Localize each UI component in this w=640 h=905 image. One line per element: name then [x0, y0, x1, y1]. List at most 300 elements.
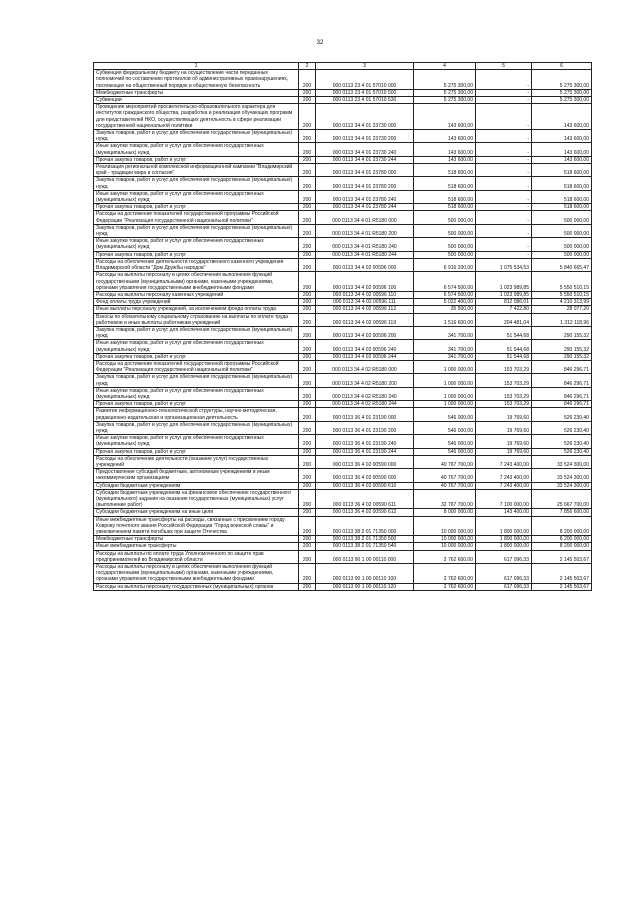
executed-amount-cell: 51 544,68	[476, 340, 532, 353]
table-row	[94, 164, 592, 177]
unexecuted-amount-cell: 846 296,71	[532, 374, 592, 387]
expense-name-cell: Иные закупки товаров, работ и услуг для обеспечения государственных (муниципальных) нужд	[94, 143, 299, 156]
table-row	[94, 543, 592, 550]
expense-name-cell: Фонд оплаты труда учреждений	[94, 299, 299, 306]
budget-code-cell: 000 0113 34 4 02 R5180 240	[316, 387, 414, 400]
approved-amount-cell: 6 574 500,00	[414, 272, 476, 292]
approved-amount-cell: 8 000 000,00	[414, 509, 476, 516]
executed-amount-cell: -	[476, 238, 532, 251]
expense-name-cell: Межбюджетные трансферты	[94, 89, 299, 96]
executed-amount-cell: 19 769,60	[476, 435, 532, 448]
expense-name-cell: Расходы на достижение показателей государственной программы Российской Федерации "Реализация государственной национальной политики"	[94, 211, 299, 224]
expense-name-cell: Расходы на достижение показателей государственной программы Российской Федерации "Реализация государственной национальной политики"	[94, 360, 299, 373]
unexecuted-amount-cell: 290 155,32	[532, 340, 592, 353]
unexecuted-amount-cell: 5 275 300,00	[532, 89, 592, 96]
approved-amount-cell: 6 916 200,00	[414, 258, 476, 271]
approved-amount-cell: 1 000 000,00	[414, 360, 476, 373]
expense-name-cell: Предоставление субсидий бюджетным, автономным учреждениям и иным некоммерческим организациям	[94, 469, 299, 482]
budget-code-cell: 000 0113 34 4 01 23780 244	[316, 204, 414, 211]
line-code-cell: 200	[299, 448, 316, 455]
line-code-cell: 200	[299, 156, 316, 163]
approved-amount-cell: 1 000 000,00	[414, 401, 476, 408]
expense-name-cell: Прочая закупка товаров, работ и услуг	[94, 156, 299, 163]
unexecuted-amount-cell: 526 230,40	[532, 435, 592, 448]
line-code-cell: 200	[299, 177, 316, 190]
budget-code-cell: 000 0113 34 4 02 00596 200	[316, 326, 414, 339]
budget-code-cell: 000 0113 38 2 01 71350 000	[316, 516, 414, 536]
table-row	[94, 482, 592, 489]
approved-amount-cell: 518 600,00	[414, 204, 476, 211]
unexecuted-amount-cell: 5 275 300,00	[532, 97, 592, 104]
table-row	[94, 291, 592, 298]
table-row	[94, 224, 592, 237]
line-code-cell: 200	[299, 360, 316, 373]
line-code-cell: 200	[299, 543, 316, 550]
expense-name-cell: Закупка товаров, работ и услуг для обеспечения государственных (муниципальных) нужд	[94, 421, 299, 434]
expense-name-cell: Закупка товаров, работ и услуг для обеспечения государственных (муниципальных) нужд	[94, 224, 299, 237]
line-code-cell: 200	[299, 130, 316, 143]
line-code-cell: 200	[299, 482, 316, 489]
approved-amount-cell: 10 000 000,00	[414, 543, 476, 550]
line-code-cell: 200	[299, 224, 316, 237]
expense-name-cell: Субсидии бюджетным учреждениям	[94, 482, 299, 489]
line-code-cell: 200	[299, 509, 316, 516]
column-number-header: 4	[414, 63, 476, 70]
expense-name-cell: Взносы по обязательному социальному страхованию на выплаты по оплате труда работников и иные выплаты работникам учреждений	[94, 313, 299, 326]
unexecuted-amount-cell: 8 200 000,00	[532, 543, 592, 550]
expense-name-cell: Проведение мероприятий просветительско-образовательного характера для институтов гражданского общества, разработка и реализация обучающих программ для представителей НКО, осуществляющих деятельность в сфере реализации государственной национальной политики	[94, 104, 299, 130]
budget-code-cell: 000 0113 34 4 01 23780 000	[316, 164, 414, 177]
approved-amount-cell: 546 000,00	[414, 408, 476, 421]
unexecuted-amount-cell: 518 600,00	[532, 204, 592, 211]
expense-name-cell: Прочая закупка товаров, работ и услуг	[94, 251, 299, 258]
line-code-cell: 200	[299, 313, 316, 326]
expense-name-cell: Иные выплаты персоналу учреждений, за исключением фонда оплаты труда	[94, 306, 299, 313]
budget-code-cell: 000 0113 34 4 02 00596 112	[316, 306, 414, 313]
budget-code-cell: 000 0113 36 4 02 00590 610	[316, 482, 414, 489]
approved-amount-cell: 40 767 700,00	[414, 455, 476, 468]
approved-amount-cell: 500 000,00	[414, 211, 476, 224]
budget-code-cell: 000 0113 38 2 01 71350 540	[316, 543, 414, 550]
column-number-header: 1	[94, 63, 299, 70]
line-code-cell: 200	[299, 469, 316, 482]
expense-name-cell: Иные закупки товаров, работ и услуг для обеспечения государственных (муниципальных) нужд	[94, 387, 299, 400]
line-code-cell: 200	[299, 306, 316, 313]
approved-amount-cell: 5 275 300,00	[414, 89, 476, 96]
line-code-cell: 200	[299, 489, 316, 509]
table-row	[94, 401, 592, 408]
budget-code-cell: 000 0113 34 4 01 23730 200	[316, 130, 414, 143]
table-row	[94, 448, 592, 455]
executed-amount-cell: 153 703,29	[476, 360, 532, 373]
unexecuted-amount-cell: 143 600,00	[532, 104, 592, 130]
approved-amount-cell: 341 700,00	[414, 340, 476, 353]
approved-amount-cell: 5 275 300,00	[414, 70, 476, 90]
column-number-header: 2	[299, 63, 316, 70]
expense-name-cell: Субвенция федеральному бюджету на осуществление части переданных полномочий по составлению протоколов об административных правонарушениях, посягающих на общественный порядок и общественную безопасность	[94, 70, 299, 90]
unexecuted-amount-cell: 846 296,71	[532, 387, 592, 400]
budget-code-cell: 000 0113 36 4 01 23190 200	[316, 421, 414, 434]
table-row	[94, 360, 592, 373]
approved-amount-cell: 40 767 700,00	[414, 469, 476, 482]
budget-code-cell: 000 0113 36 4 02 00590 611	[316, 489, 414, 509]
unexecuted-amount-cell: 5 550 510,15	[532, 272, 592, 292]
approved-amount-cell: 500 000,00	[414, 251, 476, 258]
unexecuted-amount-cell: 526 230,40	[532, 408, 592, 421]
executed-amount-cell: 617 096,33	[476, 583, 532, 590]
expense-name-cell: Развитие информационно-технологической структуры, научно-методическая, редакционно-издательская и организационная деятельность	[94, 408, 299, 421]
table-row	[94, 435, 592, 448]
line-code-cell: 200	[299, 455, 316, 468]
budget-code-cell: 000 0113 34 4 02 00596 100	[316, 272, 414, 292]
approved-amount-cell: 518 600,00	[414, 190, 476, 203]
unexecuted-amount-cell: 8 200 000,00	[532, 536, 592, 543]
line-code-cell: 200	[299, 299, 316, 306]
approved-amount-cell: 341 700,00	[414, 353, 476, 360]
table-row	[94, 177, 592, 190]
approved-amount-cell: 1 000 000,00	[414, 387, 476, 400]
line-code-cell: 200	[299, 536, 316, 543]
approved-amount-cell: 10 000 000,00	[414, 536, 476, 543]
line-code-cell: 200	[299, 97, 316, 104]
page-number: 32	[316, 40, 324, 46]
line-code-cell: 200	[299, 251, 316, 258]
budget-code-cell: 000 0113 34 4 02 00596 110	[316, 291, 414, 298]
expense-name-cell: Прочая закупка товаров, работ и услуг	[94, 353, 299, 360]
unexecuted-amount-cell: 33 524 300,00	[532, 482, 592, 489]
table-row	[94, 387, 592, 400]
approved-amount-cell: 1 000 000,00	[414, 374, 476, 387]
unexecuted-amount-cell: 846 296,71	[532, 401, 592, 408]
expense-name-cell: Закупка товаров, работ и услуг для обеспечения государственных (муниципальных) нужд	[94, 374, 299, 387]
budget-code-cell: 000 0113 34 4 01 23780 240	[316, 190, 414, 203]
budget-code-cell: 000 0113 90 1 00 00110 100	[316, 564, 414, 584]
budget-code-cell: 000 0113 34 4 02 00596 000	[316, 258, 414, 271]
approved-amount-cell: 32 767 700,00	[414, 489, 476, 509]
table-row	[94, 564, 592, 584]
unexecuted-amount-cell: 518 600,00	[532, 190, 592, 203]
executed-amount-cell: -	[476, 251, 532, 258]
expense-name-cell: Иные межбюджетные трансферты на расходы, связанные с присвоением городу Коврову почетного звания Российской Федерации "Город воинской славы" и увековечением памяти погибших при защите Отечества	[94, 516, 299, 536]
line-code-cell: 200	[299, 211, 316, 224]
executed-amount-cell: 204 481,04	[476, 313, 532, 326]
approved-amount-cell: 518 600,00	[414, 177, 476, 190]
table-row	[94, 156, 592, 163]
table-row	[94, 190, 592, 203]
executed-amount-cell: 7 243 400,00	[476, 482, 532, 489]
unexecuted-amount-cell: 500 000,00	[532, 251, 592, 258]
table-row	[94, 583, 592, 590]
table-row	[94, 299, 592, 306]
approved-amount-cell: 10 000 000,00	[414, 516, 476, 536]
table-row	[94, 469, 592, 482]
expense-name-cell: Закупка товаров, работ и услуг для обеспечения государственных (муниципальных) нужд	[94, 177, 299, 190]
unexecuted-amount-cell: 2 145 503,67	[532, 564, 592, 584]
executed-amount-cell: 51 544,68	[476, 326, 532, 339]
line-code-cell: 200	[299, 238, 316, 251]
executed-amount-cell: -	[476, 97, 532, 104]
executed-amount-cell: 1 023 989,85	[476, 291, 532, 298]
table-row	[94, 211, 592, 224]
table-row	[94, 353, 592, 360]
line-code-cell: 200	[299, 291, 316, 298]
expense-name-cell: Прочая закупка товаров, работ и услуг	[94, 448, 299, 455]
unexecuted-amount-cell: 846 296,71	[532, 360, 592, 373]
budget-code-cell: 000 0113 23 4 01 57010 500	[316, 89, 414, 96]
executed-amount-cell: 7 243 400,00	[476, 469, 532, 482]
line-code-cell: 200	[299, 374, 316, 387]
budget-code-cell: 000 0113 23 4 01 57010 000	[316, 70, 414, 90]
expense-name-cell: Иные закупки товаров, работ и услуг для обеспечения государственных (муниципальных) нужд	[94, 238, 299, 251]
executed-amount-cell: 153 703,29	[476, 387, 532, 400]
executed-amount-cell: 1 800 000,00	[476, 536, 532, 543]
expense-name-cell: Расходы на обеспечение деятельности государственного казенного учреждения Владимирской области "Дом Дружбы народов"	[94, 258, 299, 271]
budget-code-cell: 000 0113 36 4 02 00590 612	[316, 509, 414, 516]
line-code-cell: 200	[299, 258, 316, 271]
column-number-header: 3	[316, 63, 414, 70]
unexecuted-amount-cell: 526 230,40	[532, 421, 592, 434]
table-row	[94, 550, 592, 563]
unexecuted-amount-cell: 5 275 300,00	[532, 70, 592, 90]
executed-amount-cell: 51 544,68	[476, 353, 532, 360]
executed-amount-cell: 1 023 989,85	[476, 272, 532, 292]
executed-amount-cell: 1 075 534,53	[476, 258, 532, 271]
budget-code-cell: 000 0113 34 4 01 23780 200	[316, 177, 414, 190]
expense-name-cell: Иные закупки товаров, работ и услуг для обеспечения государственных (муниципальных) нужд	[94, 435, 299, 448]
table-row	[94, 258, 592, 271]
unexecuted-amount-cell: 4 210 313,99	[532, 299, 592, 306]
line-code-cell: 200	[299, 564, 316, 584]
expense-name-cell: Субсидии бюджетным учреждениям на финансовое обеспечение государственного (муниципального) задания на оказание государственных (муниципальных) услуг (выполнение работ)	[94, 489, 299, 509]
table-row	[94, 326, 592, 339]
executed-amount-cell: 617 096,33	[476, 564, 532, 584]
line-code-cell: 200	[299, 583, 316, 590]
unexecuted-amount-cell: 5 550 510,15	[532, 291, 592, 298]
table-row	[94, 97, 592, 104]
unexecuted-amount-cell: 7 856 600,00	[532, 509, 592, 516]
table-row	[94, 509, 592, 516]
executed-amount-cell: 7 422,80	[476, 306, 532, 313]
executed-amount-cell: 7 100 000,00	[476, 489, 532, 509]
line-code-cell: 200	[299, 326, 316, 339]
unexecuted-amount-cell: 500 000,00	[532, 238, 592, 251]
expense-name-cell: Расходы на выплаты персоналу в целях обеспечения выполнения функций государственными (муниципальными) органами, казенными учреждениями, органами управления государственными внебюджетными фондами	[94, 564, 299, 584]
approved-amount-cell: 2 762 600,00	[414, 564, 476, 584]
line-code-cell: 200	[299, 70, 316, 90]
expense-name-cell: Расходы на выплаты персоналу казенных учреждений	[94, 291, 299, 298]
line-code-cell: 200	[299, 143, 316, 156]
budget-code-cell: 000 0113 34 4 01 R5180 200	[316, 224, 414, 237]
executed-amount-cell: 143 400,00	[476, 509, 532, 516]
executed-amount-cell: 1 800 000,00	[476, 516, 532, 536]
executed-amount-cell: -	[476, 164, 532, 177]
executed-amount-cell: -	[476, 70, 532, 90]
table-row	[94, 536, 592, 543]
executed-amount-cell: -	[476, 104, 532, 130]
budget-code-cell: 000 0113 34 4 02 00596 244	[316, 353, 414, 360]
budget-code-cell: 000 0113 34 4 02 R5180 200	[316, 374, 414, 387]
column-number-header: 6	[532, 63, 592, 70]
table-row	[94, 313, 592, 326]
executed-amount-cell: 153 703,29	[476, 374, 532, 387]
executed-amount-cell: 19 769,60	[476, 421, 532, 434]
expense-name-cell: Закупка товаров, работ и услуг для обеспечения государственных (муниципальных) нужд	[94, 326, 299, 339]
unexecuted-amount-cell: 5 840 665,47	[532, 258, 592, 271]
unexecuted-amount-cell: 28 077,20	[532, 306, 592, 313]
line-code-cell: 200	[299, 204, 316, 211]
unexecuted-amount-cell: 143 600,00	[532, 156, 592, 163]
approved-amount-cell: 2 762 600,00	[414, 583, 476, 590]
unexecuted-amount-cell: 290 155,32	[532, 326, 592, 339]
budget-code-cell: 000 0113 34 4 02 00596 240	[316, 340, 414, 353]
table-row	[94, 70, 592, 90]
approved-amount-cell: 1 516 600,00	[414, 313, 476, 326]
table-row	[94, 374, 592, 387]
unexecuted-amount-cell: 518 600,00	[532, 177, 592, 190]
table-row	[94, 272, 592, 292]
budget-code-cell: 000 0113 36 4 02 00590 600	[316, 469, 414, 482]
unexecuted-amount-cell: 143 600,00	[532, 143, 592, 156]
expense-name-cell: Межбюджетные трансферты	[94, 536, 299, 543]
budget-code-cell: 000 0113 34 4 01 23730 000	[316, 104, 414, 130]
approved-amount-cell: 546 000,00	[414, 421, 476, 434]
budget-code-cell: 000 0113 34 4 01 23730 240	[316, 143, 414, 156]
expense-name-cell: Прочая закупка товаров, работ и услуг	[94, 204, 299, 211]
budget-code-cell: 000 0113 34 4 01 23730 244	[316, 156, 414, 163]
executed-amount-cell: 812 086,01	[476, 299, 532, 306]
table-row	[94, 306, 592, 313]
expense-name-cell: Реализация региональной комплексной информационной кампании "Владимирский край - традиции мира и согласия"	[94, 164, 299, 177]
approved-amount-cell: 5 022 400,00	[414, 299, 476, 306]
line-code-cell: 200	[299, 435, 316, 448]
approved-amount-cell: 143 600,00	[414, 104, 476, 130]
table-row	[94, 104, 592, 130]
approved-amount-cell: 143 600,00	[414, 156, 476, 163]
budget-code-cell: 000 0113 34 4 02 00596 111	[316, 299, 414, 306]
budget-code-cell: 000 0113 34 4 01 R5180 244	[316, 251, 414, 258]
unexecuted-amount-cell: 290 155,32	[532, 353, 592, 360]
budget-code-cell: 000 0113 23 4 01 57010 530	[316, 97, 414, 104]
column-number-header: 5	[476, 63, 532, 70]
table-row	[94, 143, 592, 156]
executed-amount-cell: -	[476, 177, 532, 190]
approved-amount-cell: 546 000,00	[414, 448, 476, 455]
approved-amount-cell: 143 600,00	[414, 130, 476, 143]
unexecuted-amount-cell: 2 145 503,67	[532, 550, 592, 563]
table-row	[94, 89, 592, 96]
approved-amount-cell: 500 000,00	[414, 224, 476, 237]
executed-amount-cell: -	[476, 224, 532, 237]
line-code-cell: 200	[299, 401, 316, 408]
approved-amount-cell: 341 700,00	[414, 326, 476, 339]
approved-amount-cell: 518 600,00	[414, 164, 476, 177]
approved-amount-cell: 35 500,00	[414, 306, 476, 313]
table-header-row	[94, 63, 592, 70]
table-row	[94, 421, 592, 434]
approved-amount-cell: 40 767 700,00	[414, 482, 476, 489]
expense-name-cell: Закупка товаров, работ и услуг для обеспечения государственных (муниципальных) нужд	[94, 130, 299, 143]
table-row	[94, 130, 592, 143]
expense-name-cell: Расходы на выплаты персоналу государственных (муниципальных) органов	[94, 583, 299, 590]
approved-amount-cell: 500 000,00	[414, 238, 476, 251]
table-row	[94, 238, 592, 251]
line-code-cell: 200	[299, 190, 316, 203]
approved-amount-cell: 5 275 300,00	[414, 97, 476, 104]
line-code-cell: 200	[299, 340, 316, 353]
unexecuted-amount-cell: 518 600,00	[532, 164, 592, 177]
table-row	[94, 516, 592, 536]
budget-code-cell: 000 0113 36 4 01 23190 000	[316, 408, 414, 421]
budget-code-cell: 000 0113 36 4 02 00590 000	[316, 455, 414, 468]
executed-amount-cell: 153 703,29	[476, 401, 532, 408]
line-code-cell: 200	[299, 550, 316, 563]
unexecuted-amount-cell: 526 230,40	[532, 448, 592, 455]
budget-code-cell: 000 0113 38 2 01 71350 500	[316, 536, 414, 543]
budget-code-cell: 000 0113 36 4 01 23190 240	[316, 435, 414, 448]
expense-name-cell: Расходы на выплаты по оплате труда Уполномоченного по защите прав предпринимателей во Владимирской области	[94, 550, 299, 563]
executed-amount-cell: -	[476, 156, 532, 163]
budget-code-cell: 000 0113 34 4 02 R5180 244	[316, 401, 414, 408]
executed-amount-cell: -	[476, 211, 532, 224]
table-row	[94, 489, 592, 509]
table-row	[94, 204, 592, 211]
executed-amount-cell: -	[476, 143, 532, 156]
budget-table	[93, 62, 592, 591]
approved-amount-cell: 6 574 500,00	[414, 291, 476, 298]
budget-code-cell: 000 0113 34 4 01 R5180 240	[316, 238, 414, 251]
budget-code-cell: 000 0113 34 4 02 R5180 000	[316, 360, 414, 373]
approved-amount-cell: 546 000,00	[414, 435, 476, 448]
line-code-cell: 200	[299, 421, 316, 434]
approved-amount-cell: 143 600,00	[414, 143, 476, 156]
unexecuted-amount-cell: 500 000,00	[532, 211, 592, 224]
table-row	[94, 408, 592, 421]
executed-amount-cell: 1 800 000,00	[476, 543, 532, 550]
expense-name-cell: Иные закупки товаров, работ и услуг для обеспечения государственных (муниципальных) нужд	[94, 340, 299, 353]
executed-amount-cell: -	[476, 190, 532, 203]
unexecuted-amount-cell: 8 200 000,00	[532, 516, 592, 536]
table-row	[94, 455, 592, 468]
executed-amount-cell: -	[476, 130, 532, 143]
budget-code-cell: 000 0113 34 4 01 R5180 000	[316, 211, 414, 224]
executed-amount-cell: 19 769,60	[476, 408, 532, 421]
budget-code-cell: 000 0113 90 1 00 00110 120	[316, 583, 414, 590]
line-code-cell: 200	[299, 89, 316, 96]
line-code-cell: 200	[299, 104, 316, 130]
line-code-cell: 200	[299, 164, 316, 177]
expense-name-cell: Расходы на обеспечение деятельности (оказание услуг) государственных учреждений	[94, 455, 299, 468]
unexecuted-amount-cell: 500 000,00	[532, 224, 592, 237]
line-code-cell: 200	[299, 353, 316, 360]
expense-name-cell: Иные закупки товаров, работ и услуг для обеспечения государственных (муниципальных) нужд	[94, 190, 299, 203]
expense-name-cell: Расходы на выплаты персоналу в целях обеспечения выполнения функций государственными (муниципальными) органами, казенными учреждениями, органами управления государственными внебюджетными фондами	[94, 272, 299, 292]
unexecuted-amount-cell: 143 600,00	[532, 130, 592, 143]
unexecuted-amount-cell: 33 524 300,00	[532, 455, 592, 468]
expense-name-cell: Иные межбюджетные трансферты	[94, 543, 299, 550]
budget-code-cell: 000 0113 36 4 01 23190 244	[316, 448, 414, 455]
line-code-cell: 200	[299, 387, 316, 400]
line-code-cell: 200	[299, 408, 316, 421]
executed-amount-cell: 7 243 400,00	[476, 455, 532, 468]
table-row	[94, 251, 592, 258]
unexecuted-amount-cell: 2 145 503,67	[532, 583, 592, 590]
expense-name-cell: Субсидии бюджетным учреждениям на иные цели	[94, 509, 299, 516]
budget-code-cell: 000 0113 34 4 02 00596 119	[316, 313, 414, 326]
unexecuted-amount-cell: 1 312 118,96	[532, 313, 592, 326]
line-code-cell: 200	[299, 516, 316, 536]
line-code-cell: 200	[299, 272, 316, 292]
unexecuted-amount-cell: 33 524 300,00	[532, 469, 592, 482]
